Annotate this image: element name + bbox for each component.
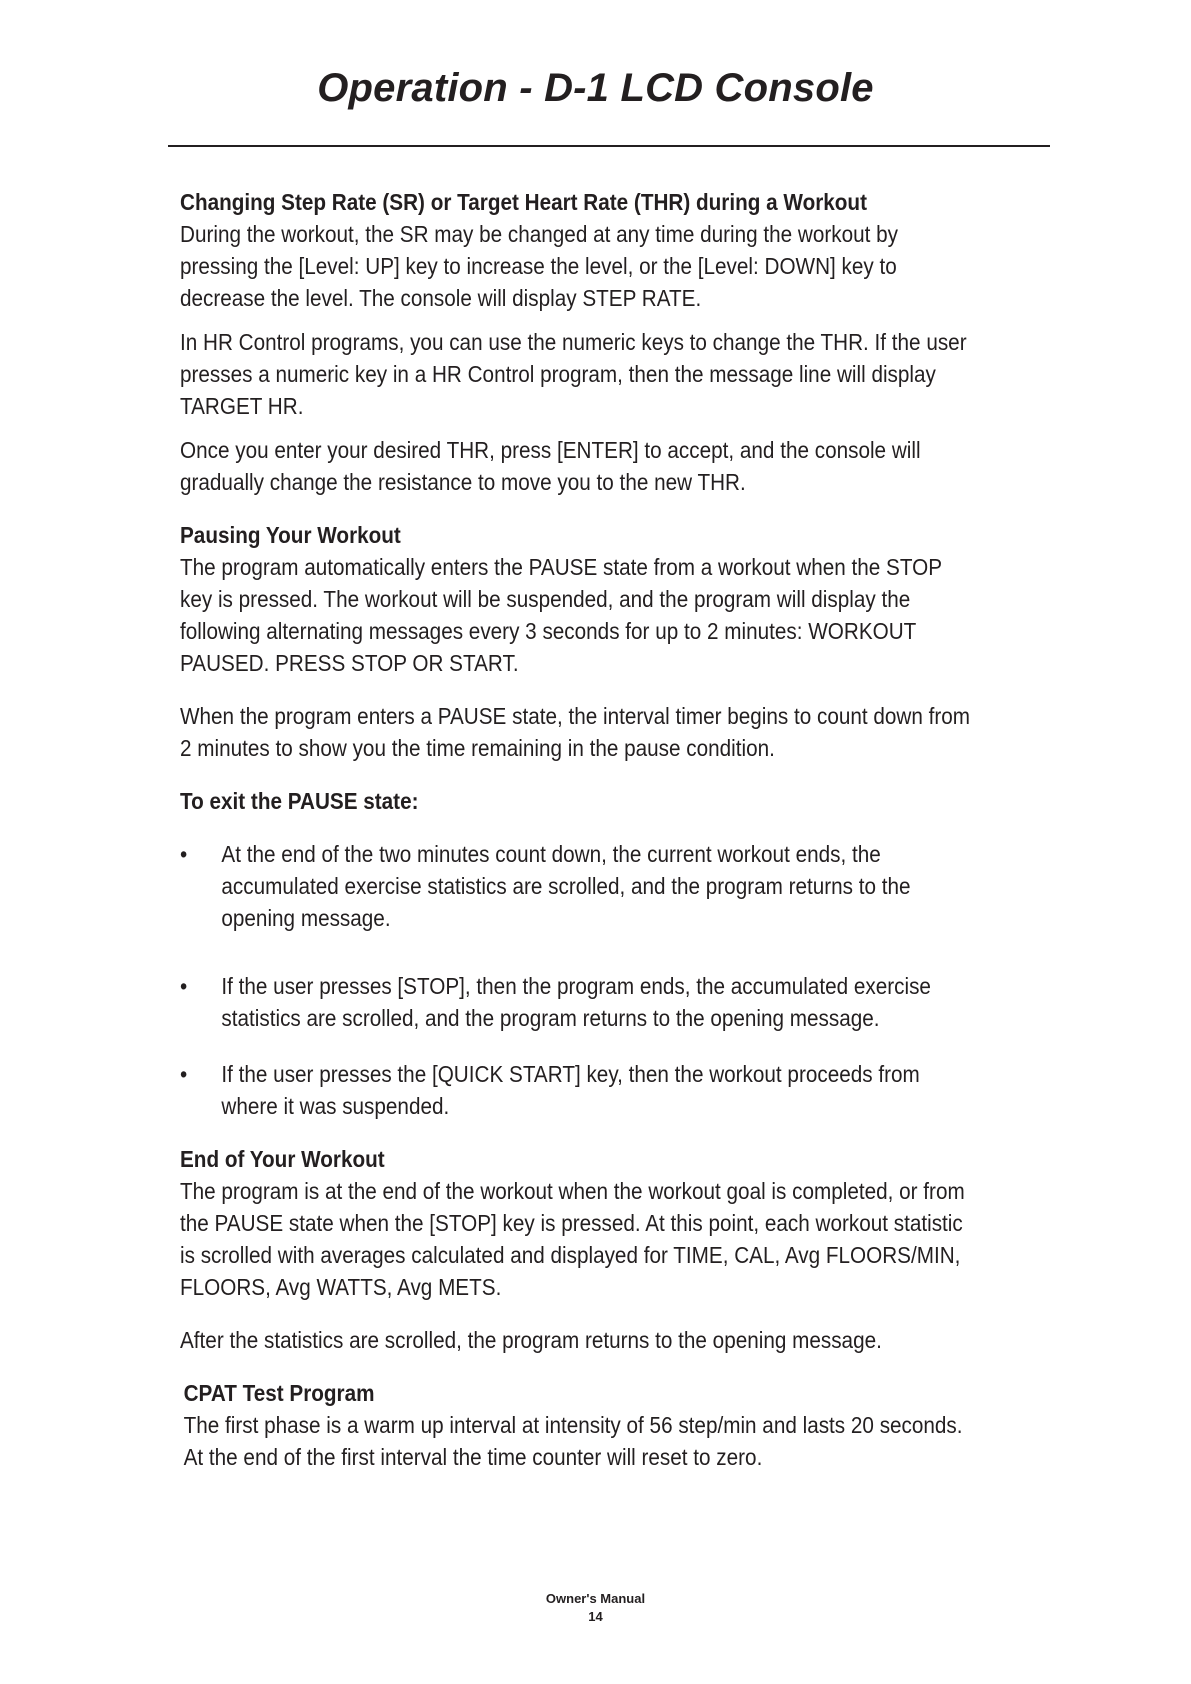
page-number: 14 xyxy=(588,1609,603,1624)
page-content xyxy=(180,186,972,1473)
bullet-icon: • xyxy=(180,841,188,867)
paragraph-end-goal: The program is at the end of the workout when the workout goal is completed, or from the PAUSE state when the [STOP] key is pressed. At this point, each workout statistic is scrolled with averages calculated and displayed for TIME, CAL, Avg FLOORS/MIN, FLOORS, Avg WATTS, Avg METS. xyxy=(180,1178,965,1300)
footer-label: Owner's Manual xyxy=(545,1591,646,1606)
page-footer xyxy=(0,1590,1191,1626)
bullet-icon: • xyxy=(180,973,188,999)
section-heading-end: End of Your Workout xyxy=(180,1146,385,1172)
list-item xyxy=(180,1058,972,1122)
section-heading-pausing: Pausing Your Workout xyxy=(180,522,401,548)
paragraph-changing-enter: Once you enter your desired THR, press [ENTER] to accept, and the console will gradually change the resistance to move you to the new THR. xyxy=(180,437,921,495)
list-item-text: If the user presses the [QUICK START] key, then the workout proceeds from where it was suspended. xyxy=(221,1061,920,1119)
paragraph-changing-sr: During the workout, the SR may be changed at any time during the workout by pressing the [Level: UP] key to increase the level, or the [Level: DOWN] key to decrease the level. The console will display STEP RATE. xyxy=(180,221,899,311)
paragraph-end-return: After the statistics are scrolled, the program returns to the opening message. xyxy=(180,1327,882,1353)
section-heading-exit-pause: To exit the PAUSE state: xyxy=(180,788,419,814)
section-heading-cpat: CPAT Test Program xyxy=(183,1380,375,1406)
list-item xyxy=(180,838,972,934)
paragraph-changing-thr: In HR Control programs, you can use the numeric keys to change the THR. If the user presses a numeric key in a HR Control program, then the message line will display TARGET HR. xyxy=(180,329,967,419)
title-divider xyxy=(168,145,1050,147)
paragraph-cpat: The first phase is a warm up interval at intensity of 56 step/min and lasts 20 seconds. At the end of the first interval the time counter will reset to zero. xyxy=(183,1412,963,1470)
bullet-icon: • xyxy=(180,1061,188,1087)
list-item-text: At the end of the two minutes count down, the current workout ends, the accumulated exercise statistics are scrolled, and the program returns to the opening message. xyxy=(221,841,911,931)
list-item xyxy=(180,970,972,1034)
page-title: Operation - D-1 LCD Console xyxy=(317,66,874,110)
paragraph-pausing-timer: When the program enters a PAUSE state, the interval timer begins to count down from 2 minutes to show you the time remaining in the pause condition. xyxy=(180,703,971,761)
section-heading-changing: Changing Step Rate (SR) or Target Heart Rate (THR) during a Workout xyxy=(180,189,867,215)
paragraph-pausing-state: The program automatically enters the PAUSE state from a workout when the STOP key is pressed. The workout will be suspended, and the program will display the following alternating messages every 3 seconds for up to 2 minutes: WORKOUT PAUSED. PRESS STOP OR START. xyxy=(180,554,942,676)
list-item-text: If the user presses [STOP], then the program ends, the accumulated exercise statistics are scrolled, and the program returns to the opening message. xyxy=(221,973,931,1031)
